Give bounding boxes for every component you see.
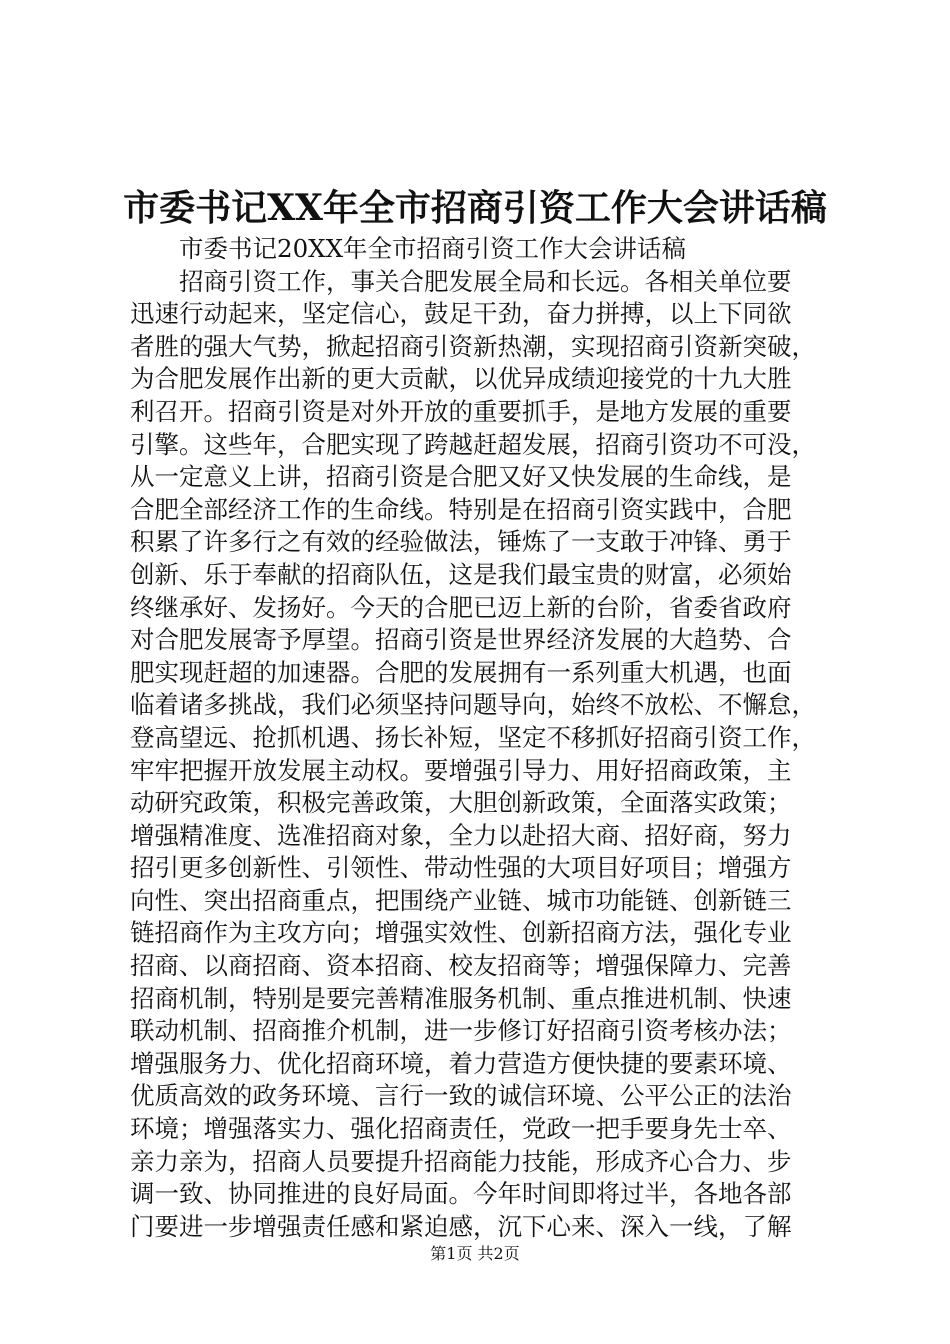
body-line: 从一定意义上讲，招商引资是合肥又好又快发展的生命线，是: [130, 462, 792, 492]
body-line: 登高望远、抢抓机遇、扬长补短，坚定不移抓好招商引资工作，: [130, 722, 816, 752]
body-line: 者胜的强大气势，掀起招商引资新热潮，实现招商引资新突破，: [130, 331, 816, 361]
body-line: 优质高效的政务环境、言行一致的诚信环境、公平公正的法治: [130, 1081, 792, 1111]
body-line: 增强精准度、选准招商对象，全力以赴招大商、招好商，努力: [130, 820, 792, 850]
body-line: 肥实现赶超的加速器。合肥的发展拥有一系列重大机遇，也面: [130, 657, 792, 687]
body-line: 积累了许多行之有效的经验做法，锤炼了一支敢于冲锋、勇于: [130, 527, 792, 557]
body-line: 市委书记20XX年全市招商引资工作大会讲话稿: [179, 234, 687, 263]
body-line: 临着诸多挑战，我们必须坚持问题导向，始终不放松、不懈怠，: [130, 690, 816, 720]
body-line: 门要进一步增强责任感和紧迫感，沉下心来、深入一线，了解: [130, 1211, 792, 1241]
body-line: 招商机制，特别是要完善精准服务机制、重点推进机制、快速: [130, 983, 792, 1013]
body-line: 招引更多创新性、引领性、带动性强的大项目好项目；增强方: [130, 853, 792, 883]
body-line: 向性、突出招商重点，把围绕产业链、城市功能链、创新链三: [130, 885, 792, 915]
document-title: 市委书记XX年全市招商引资工作大会讲话稿: [123, 187, 827, 229]
body-line: 创新、乐于奉献的招商队伍，这是我们最宝贵的财富，必须始: [130, 559, 792, 589]
body-line: 利召开。招商引资是对外开放的重要抓手，是地方发展的重要: [130, 396, 792, 426]
body-line: 招商、以商招商、资本招商、校友招商等；增强保障力、完善: [130, 951, 792, 981]
body-line: 调一致、协同推进的良好局面。今年时间即将过半，各地各部: [130, 1179, 792, 1209]
body-line: 联动机制、招商推介机制，进一步修订好招商引资考核办法；: [130, 1016, 792, 1046]
body-line: 增强服务力、优化招商环境，着力营造方便快捷的要素环境、: [130, 1048, 792, 1078]
body-line: 环境；增强落实力、强化招商责任，党政一把手要身先士卒、: [130, 1114, 792, 1144]
body-line: 终继承好、发扬好。今天的合肥已迈上新的台阶，省委省政府: [130, 592, 792, 622]
body-line: 招商引资工作，事关合肥发展全局和长远。各相关单位要: [179, 266, 792, 296]
body-line: 链招商作为主攻方向；增强实效性、创新招商方法，强化专业: [130, 918, 792, 948]
body-line: 动研究政策，积极完善政策，大胆创新政策，全面落实政策；: [130, 788, 792, 818]
body-line: 牢牢把握开放发展主动权。要增强引导力、用好招商政策，主: [130, 755, 792, 785]
body-line: 为合肥发展作出新的更大贡献，以优异成绩迎接党的十九大胜: [130, 364, 792, 394]
body-line: 引擎。这些年，合肥实现了跨越赶超发展，招商引资功不可没，: [130, 429, 816, 459]
body-line: 合肥全部经济工作的生命线。特别是在招商引资实践中，合肥: [130, 494, 792, 524]
body-line: 亲力亲为，招商人员要提升招商能力技能，形成齐心合力、步: [130, 1146, 792, 1176]
body-line: 对合肥发展寄予厚望。招商引资是世界经济发展的大趋势、合: [130, 625, 792, 655]
body-line: 迅速行动起来，坚定信心，鼓足干劲，奋力拼搏，以上下同欲: [130, 299, 792, 329]
document-body: [130, 233, 830, 1243]
page-number: 第1页 共2页: [430, 1244, 520, 1263]
